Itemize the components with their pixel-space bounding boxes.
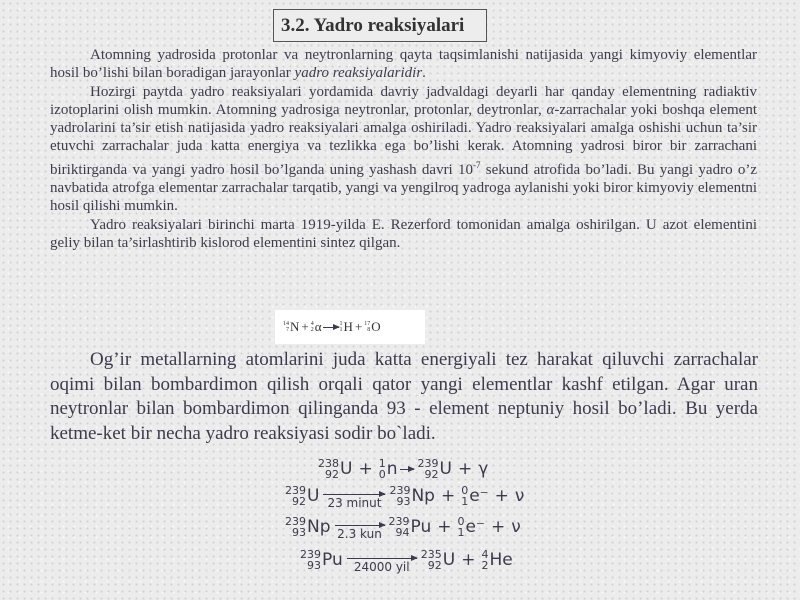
nuclide-symbol: Np xyxy=(411,486,435,506)
nuclide-mass: 239 xyxy=(417,457,439,470)
nuclide-z: 1 xyxy=(461,495,469,508)
nitrogen-mass: 14 xyxy=(283,321,289,327)
hydrogen-mass: 1 xyxy=(339,321,343,327)
nuclide-symbol: e⁻ xyxy=(469,486,489,506)
decay-arrow xyxy=(335,525,385,541)
neutrino-symbol: ν xyxy=(514,486,525,506)
nuclide-symbol: Np xyxy=(307,517,331,537)
neutrino-symbol: ν xyxy=(511,517,521,537)
paragraph-definition-end: . xyxy=(422,65,426,82)
nuclide-mass: 239 xyxy=(300,548,321,561)
equation-uranium-capture xyxy=(318,458,488,480)
nuclide-symbol: U xyxy=(307,486,320,506)
paragraph-definition-text: Atomning yadrosida protonlar va neytronlarning qayta taqsimlanishi natijasida yangi kimyoviy elementlar hosil bo’lishi bilan boradigan jarayonlar xyxy=(50,47,757,82)
equation-uranium-decay xyxy=(285,484,525,510)
nuclide-z: 2 xyxy=(481,559,489,572)
decay-arrow xyxy=(323,494,385,510)
arrow-icon xyxy=(347,558,417,559)
nuclide-mass: 1 xyxy=(378,457,386,470)
plus-sign: + xyxy=(457,459,473,479)
section-title: 3.2. Yadro reaksiyalari xyxy=(273,9,487,42)
nuclide-mass: 239 xyxy=(285,515,306,528)
paragraph-definition-term: yadro reaksiyalaridir xyxy=(294,65,423,82)
oxygen-symbol: O xyxy=(371,319,381,334)
nuclide-symbol: He xyxy=(489,550,513,570)
plus-sign: + xyxy=(490,517,506,537)
half-life-label: 24000 yil xyxy=(353,560,410,574)
plus-sign: + xyxy=(354,319,363,334)
nitrogen-symbol: N xyxy=(290,319,300,334)
reaction-arrow-icon xyxy=(400,469,414,470)
hydrogen-symbol: H xyxy=(343,319,353,334)
nuclide-mass: 0 xyxy=(457,515,465,528)
oxygen-nuclide xyxy=(364,319,380,335)
plus-sign: + xyxy=(358,459,373,479)
nuclide-z: 0 xyxy=(378,468,386,481)
plus-sign: + xyxy=(301,319,309,334)
nuclide-z: 93 xyxy=(292,526,306,539)
nuclide-z: 92 xyxy=(427,559,442,572)
equation-plutonium-decay xyxy=(300,548,513,574)
nuclide-symbol: n xyxy=(386,459,398,479)
nitrogen-z: 7 xyxy=(286,327,289,333)
decay-arrow xyxy=(347,558,417,574)
equation-neptunium-decay xyxy=(285,515,521,541)
arrow-icon xyxy=(335,525,385,526)
oxygen-mass: 17 xyxy=(364,321,371,327)
paragraph-rutherford: Yadro reaksiyalari birinchi marta 1919-yilda E. Rezerford tomonidan amalga oshirilgan. U azot elementini geliy bilan ta’sirlashtirib kislorod elementini sintez qilgan. xyxy=(50,216,757,251)
plus-sign: + xyxy=(461,550,476,570)
paragraph-definition xyxy=(50,46,757,83)
plus-sign: + xyxy=(440,486,456,506)
rutherford-reaction-image xyxy=(275,310,425,344)
nuclide-mass: 0 xyxy=(461,484,469,497)
nuclide-z: 92 xyxy=(292,495,306,508)
hydrogen-z: 1 xyxy=(339,327,343,333)
intro-text-block xyxy=(50,46,757,252)
nuclide-mass: 239 xyxy=(389,484,411,497)
nuclide-z: 93 xyxy=(307,559,321,572)
nuclide-mass: 239 xyxy=(285,484,306,497)
paragraph-nuclear-text-2: -zarrachalar yoki boshqa element yadrolarini ta’sir etish natijasida yadro reaksiyalari amalga oshiriladi. Yadro reaksiyalari amalga oshishi uchun ta’sir etuvchi zarrachalar juda katta energiya va tezlikka ega bo’lishi kerak. Atomning yadrosi biror bir zarrachani biriktirganda va yangi yadro hosil bo’lganda uning yashash davri 10 xyxy=(50,101,758,178)
paragraph-nuclear-text-1: Hozirgi paytda yadro reaksiyalari yordamida davriy jadvaldagi deyarli har qanday elementning radiaktiv izotoplarini olish mumkin. Atomning yadrosiga neytronlar, protonlar, deytronlar, xyxy=(50,83,757,118)
half-life-label: 23 minut xyxy=(327,496,382,510)
paragraph-nuclear-text-3: sekund atrofida bo’ladi. Bu yangi yadro o’z navbatida atrofga elementar zarrachalar tarqatib, yangi va yengilroq yadroga aylanishi yoki biror kimyoviy elementni hosil qilishi mumkin. xyxy=(50,161,758,215)
nuclide-symbol: U xyxy=(439,459,452,479)
nitrogen-nuclide xyxy=(283,319,299,335)
nuclide-mass: 235 xyxy=(420,548,442,561)
nuclide-symbol: Pu xyxy=(410,517,432,537)
nuclide-z: 92 xyxy=(424,468,439,481)
nuclide-symbol: e⁻ xyxy=(465,517,485,537)
gamma-symbol: γ xyxy=(478,459,489,479)
nuclide-z: 94 xyxy=(395,526,410,539)
nuclide-z: 93 xyxy=(396,495,411,508)
alpha-nuclide xyxy=(311,319,322,335)
lifetime-exponent: -7 xyxy=(473,159,481,170)
arrow-icon xyxy=(323,494,385,495)
reaction-arrow-icon xyxy=(323,327,339,328)
plus-sign: + xyxy=(437,517,452,537)
nuclide-mass: 238 xyxy=(318,457,339,470)
paragraph-nuclear-reactions xyxy=(50,83,757,216)
plus-sign: + xyxy=(494,486,509,506)
alpha-symbol: α xyxy=(546,101,555,118)
nuclide-symbol: U xyxy=(340,459,353,479)
nuclide-symbol: U xyxy=(442,550,456,570)
alpha-mass: 4 xyxy=(310,321,314,327)
oxygen-z: 8 xyxy=(367,327,371,333)
hydrogen-nuclide xyxy=(340,319,353,335)
nuclide-mass: 4 xyxy=(481,548,489,561)
nuclide-z: 1 xyxy=(457,526,465,539)
nuclide-mass: 239 xyxy=(388,515,410,528)
alpha-symbol: α xyxy=(314,319,322,334)
nuclide-symbol: Pu xyxy=(322,550,343,570)
alpha-z: 2 xyxy=(310,327,314,333)
nuclide-z: 92 xyxy=(325,468,339,481)
half-life-label: 2.3 kun xyxy=(337,527,382,541)
paragraph-heavy-metals: Og’ir metallarning atomlarini juda katta energiyali tez harakat qiluvchi zarrachalar oqimi bilan bombardimon qilish orqali qator yangi elementlar kashf etilgan. Agar uran neytronlar bilan bombardimon qilinganda 93 - element neptuniy hosil bo’ladi. Bu yerda ketme-ket bir necha yadro reaksiyasi sodir bo`ladi. xyxy=(50,349,758,444)
